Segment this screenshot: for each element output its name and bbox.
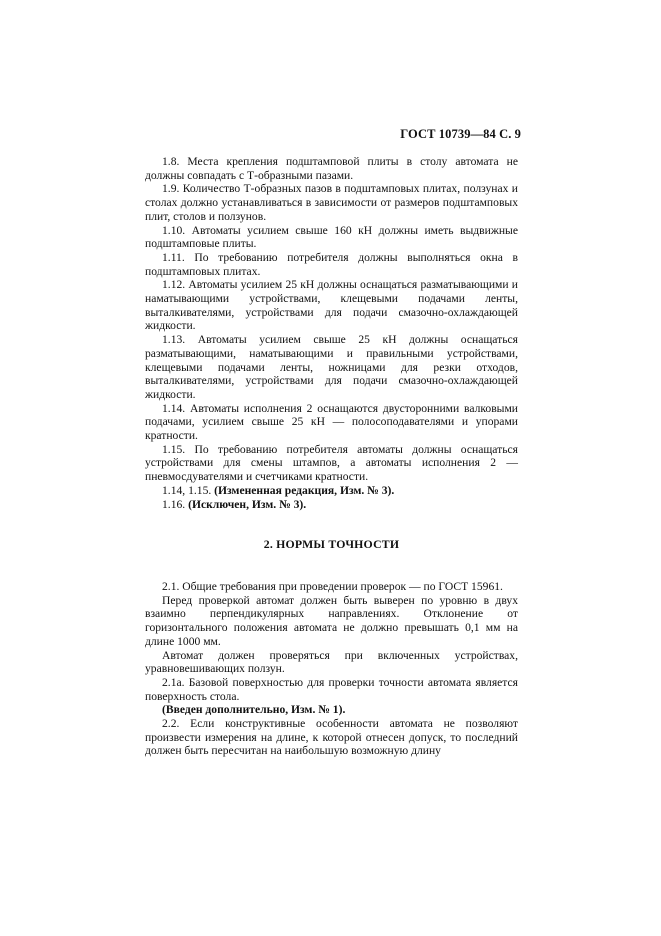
paragraph-2-2: 2.2. Если конструктивные особенности автомата не позволяют произвести измерения на длине, к которой отнесен допуск, то последний должен быть пересчитан на наибольшую возможную длину bbox=[145, 717, 518, 758]
amendment-note-2-1a: (Введен дополнительно, Изм. № 1). bbox=[162, 703, 346, 717]
page-reference: ГОСТ 10739—84 С. 9 bbox=[400, 127, 521, 141]
amendment-note-text: (Исключен, Изм. № 3). bbox=[188, 497, 307, 511]
page-header bbox=[400, 127, 521, 142]
paragraph-1-13: 1.13. Автоматы усилием свыше 25 кН должны оснащаться разматывающими, наматывающими и правильными устройствами, клещевыми подачами ленты, ножницами для резки отходов, выталкивателями, устройствами для подачи смазочно-охлаждающей жидкости. bbox=[145, 333, 518, 401]
amendment-note-1-16 bbox=[145, 498, 518, 512]
paragraph-1-12: 1.12. Автоматы усилием 25 кН должны оснащаться разматывающими и наматывающими устройствами, клещевыми подачами ленты, выталкивателями, устройствами для подачи смазочно-охлаждающей жидкости. bbox=[145, 278, 518, 333]
paragraph-1-8: 1.8. Места крепления подштамповой плиты в столу автомата не должны совпадать с Т-образными пазами. bbox=[145, 155, 518, 182]
paragraph-2-1: 2.1. Общие требования при проведении проверок — по ГОСТ 15961. bbox=[162, 579, 503, 593]
amendment-note-1-14 bbox=[145, 484, 518, 498]
amendment-note-prefix: 1.16. bbox=[162, 497, 189, 511]
paragraph-1-9: 1.9. Количество Т-образных пазов в подштамповых плитах, ползунах и столах должно устанавливаться в зависимости от размеров подштамповых плит, столов и ползунов. bbox=[145, 182, 518, 223]
paragraph-1-14: 1.14. Автоматы исполнения 2 оснащаются двусторонними валковыми подачами, усилием свыше 25 кН — полосоподавателями и упорами кратности. bbox=[145, 401, 518, 443]
paragraph-2-1-leveling: Перед проверкой автомат должен быть выверен по уровню в двух взаимно перпендикулярных направлениях. Отклонение от горизонтального положения автомата не должно превышать 0,1 мм на длине 1000 мм. bbox=[145, 593, 518, 648]
paragraph-2-1-devices: Автомат должен проверяться при включенных устройствах, уравновешивающих ползун. bbox=[145, 648, 518, 676]
paragraph-1-10: 1.10. Автоматы усилием свыше 160 кН должны иметь выдвижные подштамповые плиты. bbox=[145, 223, 518, 251]
amendment-note-prefix: 1.14, 1.15. bbox=[162, 483, 215, 497]
document-body bbox=[145, 155, 518, 758]
paragraph-1-11: 1.11. По требованию потребителя должны выполняться окна в подштамповых плитах. bbox=[145, 250, 518, 278]
section-title: 2. НОРМЫ ТОЧНОСТИ bbox=[263, 537, 400, 552]
paragraph-1-15: 1.15. По требованию потребителя автоматы должны оснащаться устройствами для смены штампов, а автоматы исполнения 2 — пневмосдувателями и счетчиками кратности. bbox=[145, 442, 518, 484]
paragraph-2-1a: 2.1а. Базовой поверхностью для проверки точности автомата является поверхность стола. bbox=[145, 675, 518, 703]
amendment-note-text: (Измененная редакция, Изм. № 3). bbox=[214, 483, 395, 497]
